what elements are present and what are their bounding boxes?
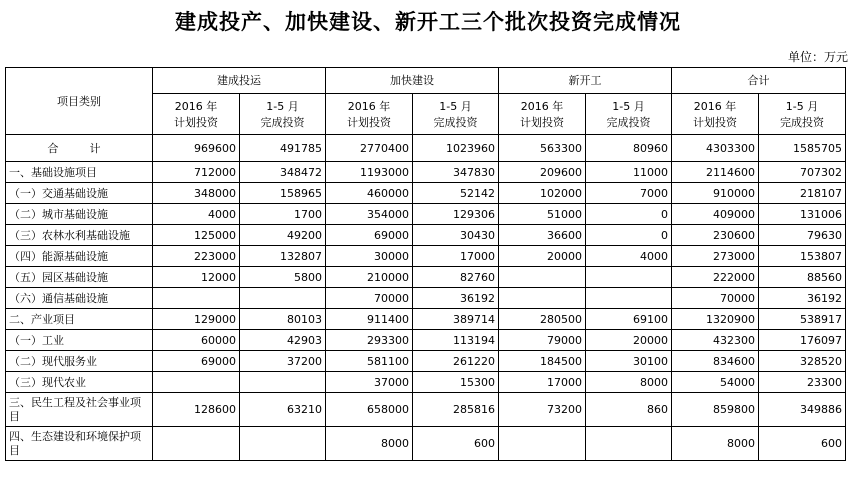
row-label: 三、民生工程及社会事业项目 <box>6 393 153 427</box>
table-row <box>6 330 846 351</box>
value-cell: 293300 <box>326 330 413 351</box>
subheader-plan <box>153 94 240 135</box>
value-cell: 158965 <box>240 183 326 204</box>
value-cell: 8000 <box>672 427 759 461</box>
table-row <box>6 372 846 393</box>
value-cell <box>499 267 586 288</box>
value-cell: 30430 <box>413 225 499 246</box>
subheader-done <box>240 94 326 135</box>
value-cell: 80960 <box>586 135 672 162</box>
subheader-plan <box>499 94 586 135</box>
subheader-line1: 2016 年 <box>174 99 218 113</box>
value-cell: 11000 <box>586 162 672 183</box>
subheader-line2: 完成投资 <box>260 115 305 129</box>
table-row <box>6 393 846 427</box>
value-cell: 348472 <box>240 162 326 183</box>
subheader-line2: 完成投资 <box>433 115 478 129</box>
value-cell: 30000 <box>326 246 413 267</box>
value-cell: 1700 <box>240 204 326 225</box>
subheader-line2: 计划投资 <box>520 115 564 129</box>
value-cell: 409000 <box>672 204 759 225</box>
subheader-line1: 1-5 月 <box>785 99 819 113</box>
row-label: 合 计 <box>6 135 153 162</box>
value-cell: 113194 <box>413 330 499 351</box>
row-label: （五）园区基础设施 <box>6 267 153 288</box>
value-cell: 54000 <box>672 372 759 393</box>
subheader-done <box>586 94 672 135</box>
table-body <box>6 135 846 461</box>
value-cell: 42903 <box>240 330 326 351</box>
value-cell: 5800 <box>240 267 326 288</box>
value-cell: 176097 <box>759 330 846 351</box>
value-cell: 73200 <box>499 393 586 427</box>
subheader-line1: 2016 年 <box>520 99 564 113</box>
value-cell <box>240 372 326 393</box>
value-cell: 0 <box>586 204 672 225</box>
header-group-new: 新开工 <box>499 68 672 94</box>
subheader-line1: 2016 年 <box>693 99 737 113</box>
value-cell: 4303300 <box>672 135 759 162</box>
value-cell: 70000 <box>326 288 413 309</box>
value-cell: 712000 <box>153 162 240 183</box>
value-cell: 15300 <box>413 372 499 393</box>
value-cell: 491785 <box>240 135 326 162</box>
value-cell: 860 <box>586 393 672 427</box>
value-cell: 347830 <box>413 162 499 183</box>
value-cell <box>153 288 240 309</box>
table-row <box>6 162 846 183</box>
value-cell: 223000 <box>153 246 240 267</box>
value-cell: 36192 <box>413 288 499 309</box>
value-cell: 538917 <box>759 309 846 330</box>
value-cell <box>499 288 586 309</box>
value-cell: 911400 <box>326 309 413 330</box>
value-cell: 79630 <box>759 225 846 246</box>
value-cell: 129000 <box>153 309 240 330</box>
table-row <box>6 183 846 204</box>
row-label: （三）现代农业 <box>6 372 153 393</box>
value-cell: 4000 <box>153 204 240 225</box>
subheader-plan <box>326 94 413 135</box>
value-cell: 131006 <box>759 204 846 225</box>
value-cell: 20000 <box>499 246 586 267</box>
row-label: （二）现代服务业 <box>6 351 153 372</box>
subheader-done <box>413 94 499 135</box>
table-row <box>6 135 846 162</box>
value-cell: 834600 <box>672 351 759 372</box>
subheader-line2: 完成投资 <box>606 115 651 129</box>
value-cell: 51000 <box>499 204 586 225</box>
subheader-line1: 2016 年 <box>347 99 391 113</box>
value-cell: 17000 <box>413 246 499 267</box>
value-cell: 20000 <box>586 330 672 351</box>
value-cell: 129306 <box>413 204 499 225</box>
value-cell: 2770400 <box>326 135 413 162</box>
subheader-done <box>759 94 846 135</box>
value-cell: 222000 <box>672 267 759 288</box>
value-cell <box>153 372 240 393</box>
value-cell: 8000 <box>586 372 672 393</box>
value-cell: 910000 <box>672 183 759 204</box>
value-cell: 600 <box>759 427 846 461</box>
value-cell <box>240 427 326 461</box>
subheader-line1: 1-5 月 <box>439 99 472 113</box>
value-cell: 2114600 <box>672 162 759 183</box>
header-category: 项目类别 <box>6 68 153 135</box>
value-cell <box>586 427 672 461</box>
value-cell: 658000 <box>326 393 413 427</box>
value-cell: 82760 <box>413 267 499 288</box>
table-row <box>6 288 846 309</box>
value-cell <box>240 288 326 309</box>
value-cell: 88560 <box>759 267 846 288</box>
value-cell: 80103 <box>240 309 326 330</box>
value-cell: 261220 <box>413 351 499 372</box>
row-label: （二）城市基础设施 <box>6 204 153 225</box>
table-row <box>6 427 846 461</box>
value-cell: 128600 <box>153 393 240 427</box>
row-label: 一、基础设施项目 <box>6 162 153 183</box>
value-cell: 60000 <box>153 330 240 351</box>
row-label: 二、产业项目 <box>6 309 153 330</box>
header-group-accelerated: 加快建设 <box>326 68 499 94</box>
value-cell: 230600 <box>672 225 759 246</box>
header-group-completed: 建成投运 <box>153 68 326 94</box>
value-cell: 37200 <box>240 351 326 372</box>
value-cell: 328520 <box>759 351 846 372</box>
value-cell: 209600 <box>499 162 586 183</box>
investment-table <box>5 67 846 461</box>
value-cell: 70000 <box>672 288 759 309</box>
subheader-line2: 计划投资 <box>347 115 391 129</box>
value-cell: 17000 <box>499 372 586 393</box>
value-cell: 348000 <box>153 183 240 204</box>
value-cell: 8000 <box>326 427 413 461</box>
value-cell <box>499 427 586 461</box>
value-cell: 218107 <box>759 183 846 204</box>
subheader-line1: 1-5 月 <box>266 99 299 113</box>
row-label: 四、生态建设和环境保护项目 <box>6 427 153 461</box>
value-cell: 12000 <box>153 267 240 288</box>
value-cell: 36192 <box>759 288 846 309</box>
value-cell: 460000 <box>326 183 413 204</box>
value-cell: 707302 <box>759 162 846 183</box>
value-cell: 389714 <box>413 309 499 330</box>
value-cell: 132807 <box>240 246 326 267</box>
table-row <box>6 225 846 246</box>
value-cell: 581100 <box>326 351 413 372</box>
value-cell: 7000 <box>586 183 672 204</box>
value-cell: 23300 <box>759 372 846 393</box>
value-cell: 184500 <box>499 351 586 372</box>
value-cell: 1023960 <box>413 135 499 162</box>
table-row <box>6 267 846 288</box>
value-cell: 859800 <box>672 393 759 427</box>
row-label: （一）工业 <box>6 330 153 351</box>
value-cell <box>153 427 240 461</box>
value-cell: 69100 <box>586 309 672 330</box>
value-cell: 69000 <box>326 225 413 246</box>
value-cell: 285816 <box>413 393 499 427</box>
row-label: （一）交通基础设施 <box>6 183 153 204</box>
table-row <box>6 246 846 267</box>
value-cell: 4000 <box>586 246 672 267</box>
subheader-line1: 1-5 月 <box>612 99 645 113</box>
value-cell: 969600 <box>153 135 240 162</box>
value-cell: 563300 <box>499 135 586 162</box>
value-cell: 125000 <box>153 225 240 246</box>
value-cell: 432300 <box>672 330 759 351</box>
table-row <box>6 204 846 225</box>
value-cell: 600 <box>413 427 499 461</box>
value-cell: 49200 <box>240 225 326 246</box>
value-cell: 1585705 <box>759 135 846 162</box>
table-row <box>6 309 846 330</box>
value-cell: 69000 <box>153 351 240 372</box>
value-cell: 1320900 <box>672 309 759 330</box>
value-cell: 102000 <box>499 183 586 204</box>
value-cell: 37000 <box>326 372 413 393</box>
value-cell: 273000 <box>672 246 759 267</box>
subheader-line2: 计划投资 <box>174 115 218 129</box>
row-label: （六）通信基础设施 <box>6 288 153 309</box>
value-cell <box>586 288 672 309</box>
subheader-line2: 完成投资 <box>780 115 824 129</box>
value-cell: 79000 <box>499 330 586 351</box>
table-row <box>6 351 846 372</box>
value-cell: 52142 <box>413 183 499 204</box>
value-cell: 0 <box>586 225 672 246</box>
value-cell: 210000 <box>326 267 413 288</box>
value-cell: 349886 <box>759 393 846 427</box>
subheader-plan <box>672 94 759 135</box>
value-cell: 63210 <box>240 393 326 427</box>
header-group-total: 合计 <box>672 68 846 94</box>
unit-label: 单位：万元 <box>787 50 848 64</box>
subheader-line2: 计划投资 <box>693 115 737 129</box>
value-cell: 1193000 <box>326 162 413 183</box>
value-cell: 354000 <box>326 204 413 225</box>
page-title: 建成投产、加快建设、新开工三个批次投资完成情况 <box>175 10 681 34</box>
row-label: （四）能源基础设施 <box>6 246 153 267</box>
value-cell: 36600 <box>499 225 586 246</box>
value-cell: 280500 <box>499 309 586 330</box>
value-cell: 153807 <box>759 246 846 267</box>
value-cell <box>586 267 672 288</box>
row-label: （三）农林水利基础设施 <box>6 225 153 246</box>
value-cell: 30100 <box>586 351 672 372</box>
